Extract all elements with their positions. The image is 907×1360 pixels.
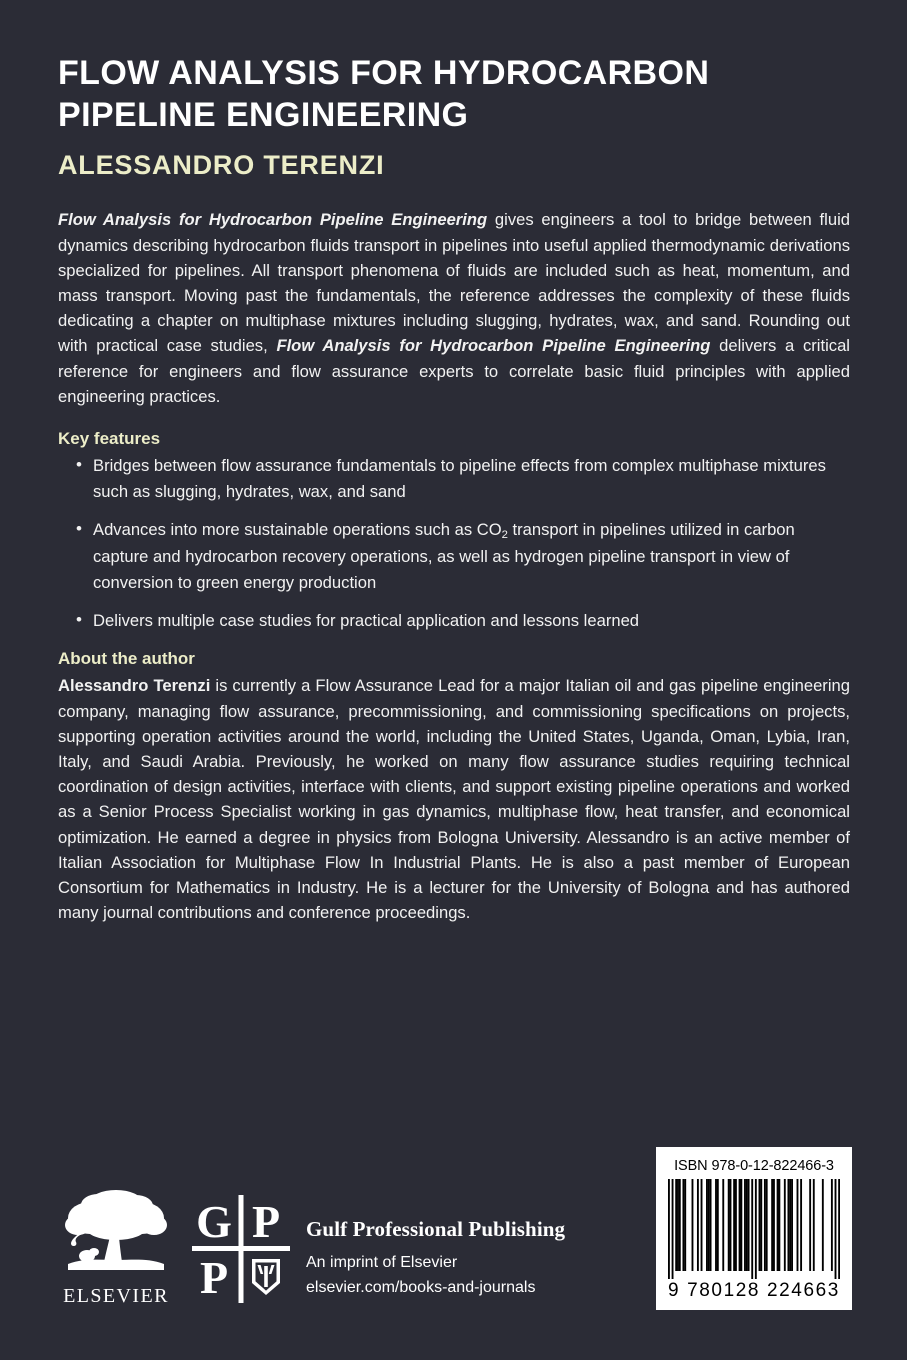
- elsevier-logo: [60, 1188, 172, 1308]
- list-item: [58, 453, 850, 504]
- list-item-text: Advances into more sustainable operations such as CO: [93, 519, 502, 539]
- page-title: FLOW ANALYSIS FOR HYDROCARBON PIPELINE ENGINEERING: [58, 54, 710, 135]
- gulf-professional-publishing-logo: [192, 1195, 290, 1303]
- bullet-icon: •: [76, 609, 82, 629]
- bullet-icon: •: [76, 455, 82, 475]
- about-author-body: [58, 673, 850, 925]
- gpp-quadrant-icon: [192, 1195, 290, 1303]
- imprint-block: [306, 1217, 636, 1300]
- key-features-list: [58, 453, 850, 633]
- list-item-text: Delivers multiple case studies for practical application and lessons learned: [93, 610, 640, 630]
- barcode-digits: 9 780128 224663: [668, 1280, 840, 1301]
- isbn-barcode-panel: [656, 1147, 852, 1310]
- list-item-text: Bridges between flow assurance fundamentals to pipeline effects from complex multiphase mixtures such as slugging, hydrates, wax, and sand: [93, 456, 826, 501]
- elsevier-wordmark: ELSEVIER: [63, 1285, 169, 1307]
- key-features-heading: Key features: [58, 429, 161, 449]
- cover-footer: [0, 1110, 907, 1360]
- about-author-name: Alessandro Terenzi: [58, 676, 211, 696]
- list-item-subscript: 2: [501, 528, 508, 541]
- list-item: [58, 517, 850, 596]
- book-description-text-2: delivers a critical reference for engineers and flow assurance experts to correlate basic fluid principles with applied engineering practices.: [58, 336, 850, 406]
- book-description-title-italic-1: Flow Analysis for Hydrocarbon Pipeline Engineering: [58, 210, 488, 230]
- barcode-icon: [668, 1179, 840, 1279]
- svg-text:G: G: [196, 1196, 232, 1247]
- book-description: [58, 207, 850, 409]
- list-item-text-cont: transport in pipelines utilized in carbon capture and hydrocarbon recovery operations, as well as hydrogen pipeline transport in view of conversion to green energy production: [93, 519, 795, 592]
- bullet-icon: •: [76, 518, 82, 538]
- list-item: [58, 608, 850, 634]
- imprint-parent: An imprint of Elsevier: [306, 1254, 458, 1272]
- imprint-name: Gulf Professional Publishing: [306, 1217, 566, 1242]
- svg-text:P: P: [251, 1196, 281, 1247]
- elsevier-tree-icon: [60, 1188, 172, 1284]
- imprint-website[interactable]: elsevier.com/books-and-journals: [306, 1278, 536, 1296]
- isbn-label: ISBN 978-0-12-822466-3: [674, 1158, 834, 1174]
- svg-text:P: P: [199, 1252, 229, 1303]
- book-description-title-italic-2: Flow Analysis for Hydrocarbon Pipeline Engineering: [276, 336, 711, 356]
- book-description-text-1: gives engineers a tool to bridge between fluid dynamics describing hydrocarbon fluids transport in pipelines into useful applied thermodynamic derivations specialized for pipelines. All transport phenomena of fluids are included such as heat, momentum, and mass transport. Moving past the fundamentals, the reference addresses the complexity of these fluids dedicating a chapter on multiphase mixtures including slugging, hydrates, wax, and sand. Rounding out with practical case studies,: [58, 210, 850, 356]
- about-author-text: is currently a Flow Assurance Lead for a major Italian oil and gas pipeline engineering company, managing flow assurance, precommissioning, and commissioning specifications on projects, supporting operation activities around the world, including the United States, Uganda, Oman, Lybia, Iran, Italy, and Saudi Arabia. Previously, he worked on many flow assurance studies requiring technical coordination of design activities, interface with clients, and support existing pipeline operations and worked as a Senior Process Specialist working in gas dynamics, multiphase flow, heat transfer, and economical optimization. He earned a degree in physics from Bologna University. Alessandro is an active member of Italian Association for Multiphase Flow In Industrial Plants. He is also a past member of European Consortium for Mathematics in Industry. He is a lecturer for the University of Bologna and has authored many journal contributions and conference proceedings.: [58, 676, 850, 923]
- cover-content: [58, 52, 850, 925]
- author-name: ALESSANDRO TERENZI: [58, 150, 385, 181]
- about-author-heading: About the author: [58, 649, 195, 669]
